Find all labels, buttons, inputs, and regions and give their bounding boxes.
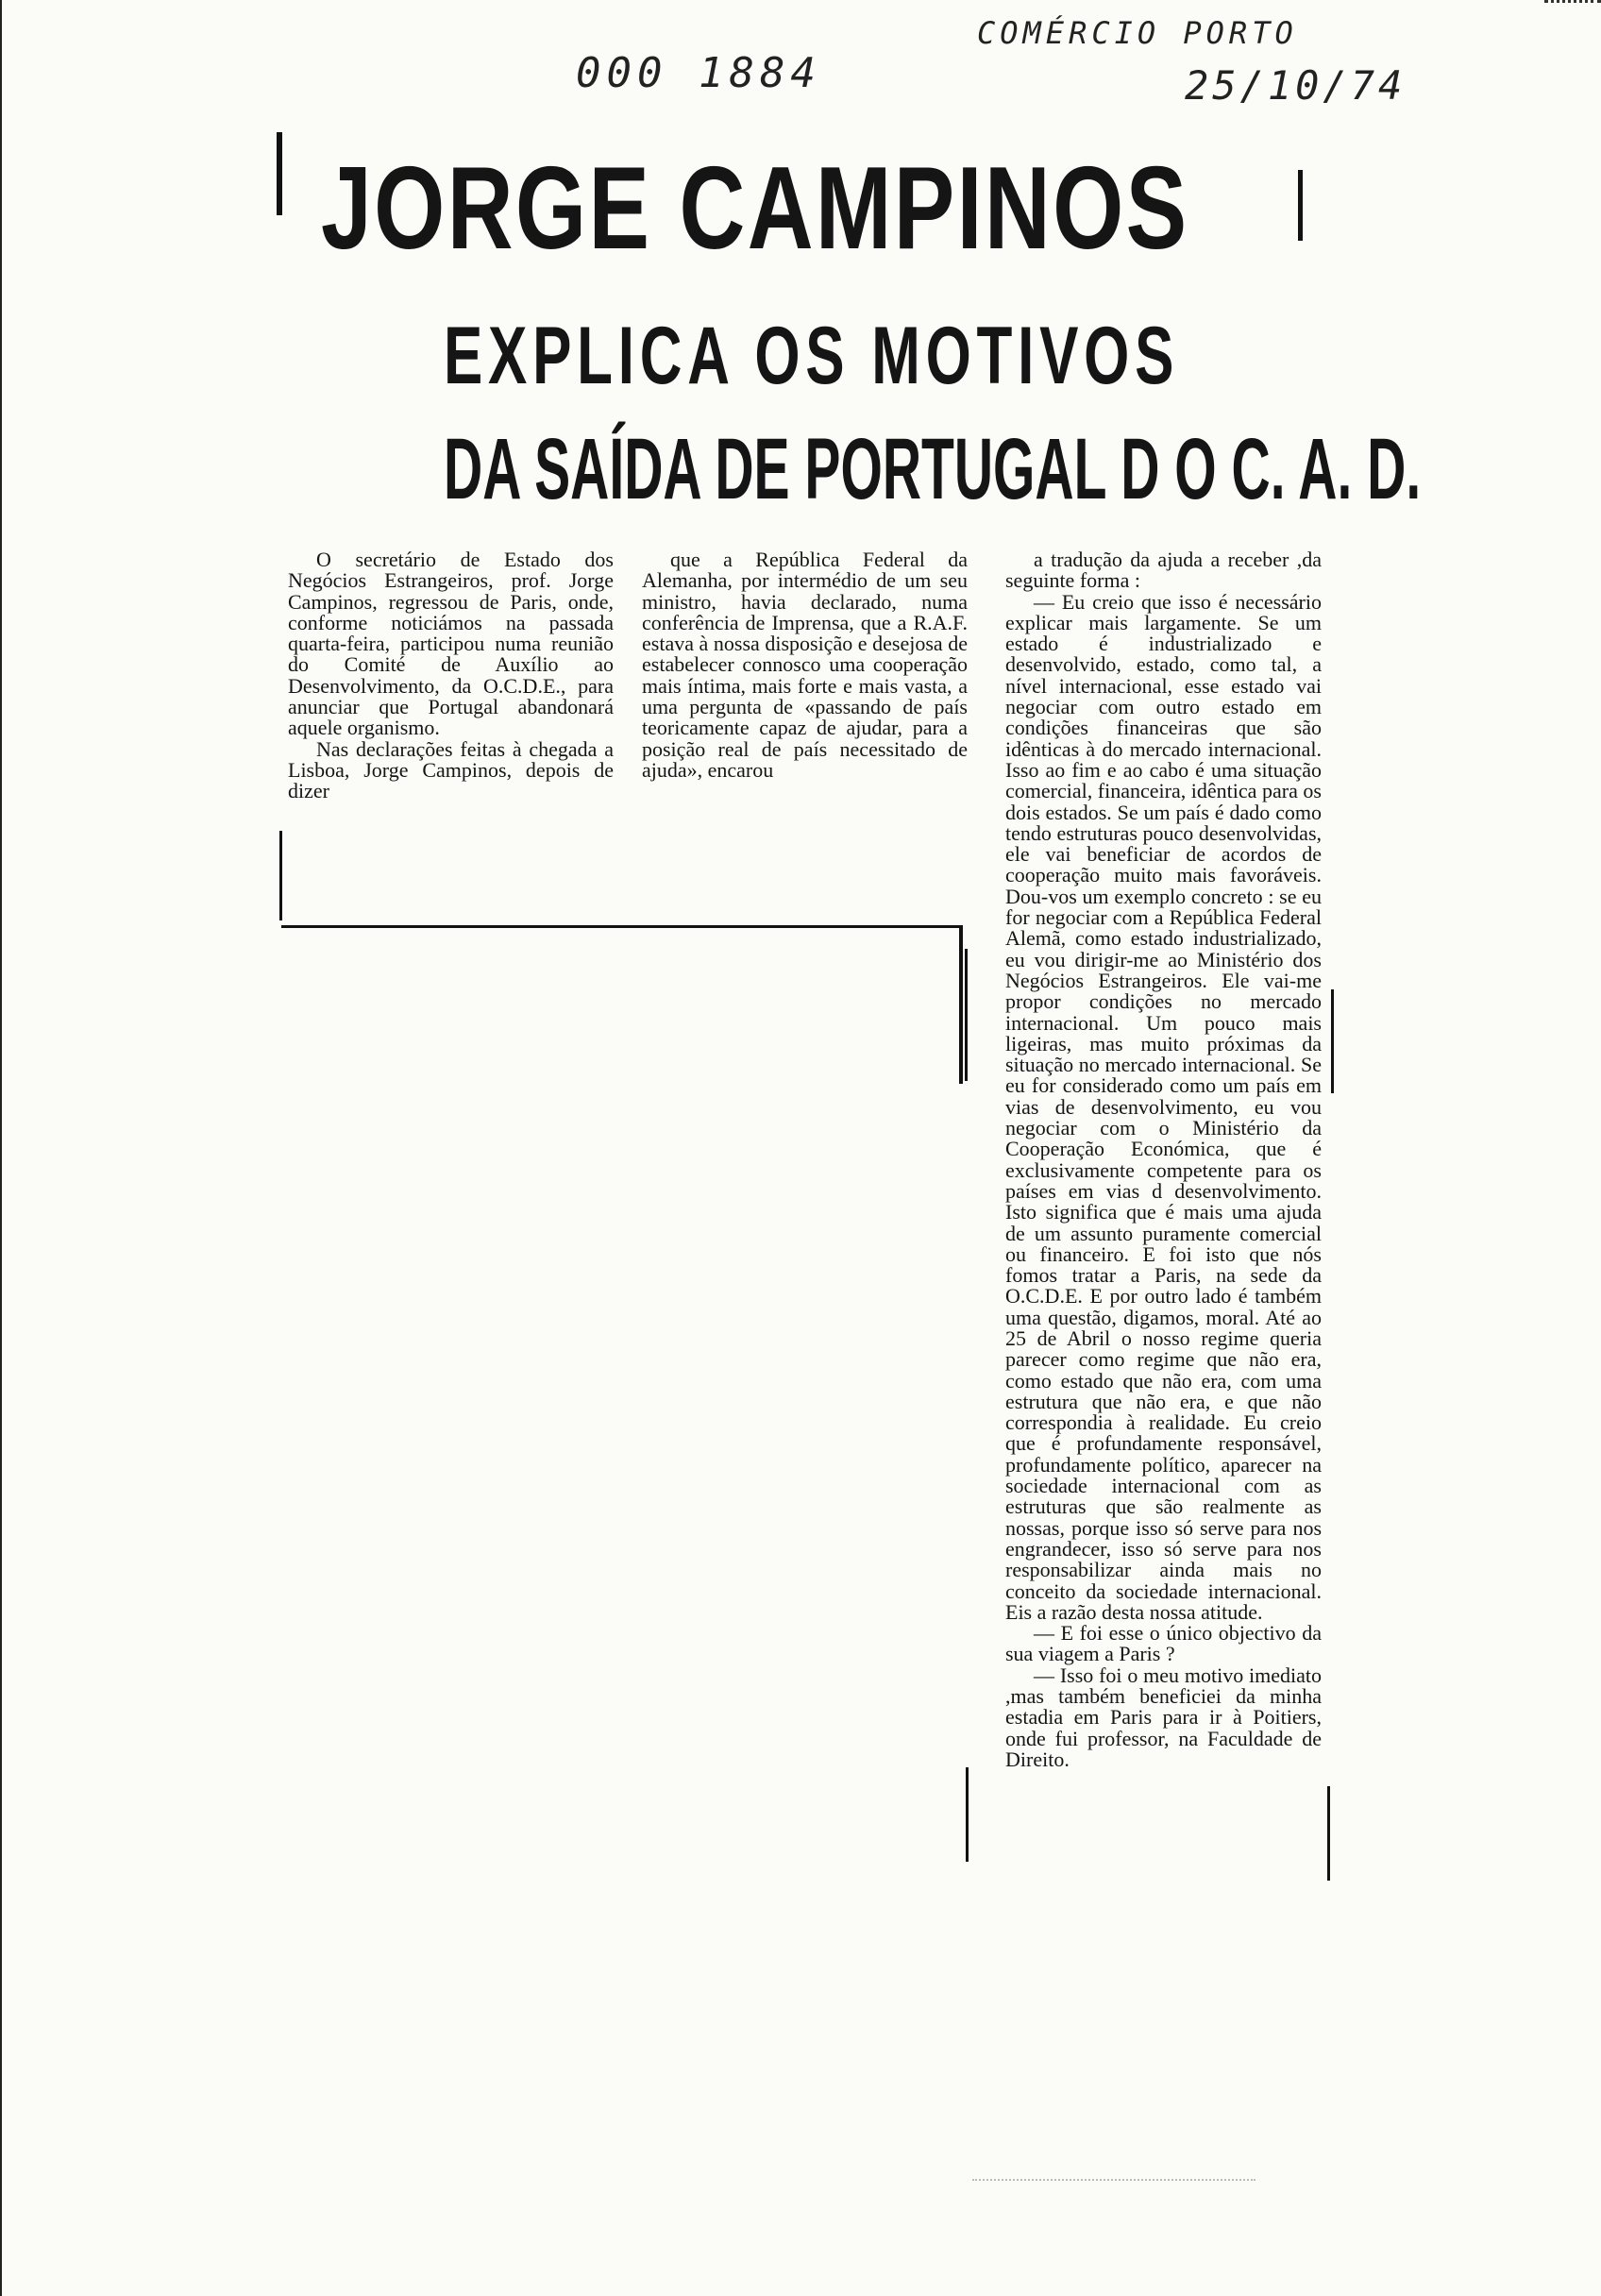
source-annotation: COMÉRCIO PORTO <box>977 15 1298 51</box>
article-column-3 <box>1005 549 1322 1770</box>
column-1-marker <box>279 831 282 920</box>
paragraph: — E foi esse o único objectivo da sua viagem a Paris ? <box>1005 1621 1322 1666</box>
date-annotation: 25/10/74 <box>1185 62 1407 109</box>
article-column-1 <box>288 549 614 802</box>
subheadline-2: DA SAÍDA DE PORTUGAL D O C. A. D. <box>444 421 1422 517</box>
subheadline-1: EXPLICA OS MOTIVOS <box>444 311 1180 401</box>
column-end-line <box>972 2179 1256 2181</box>
paragraph: — Isso foi o meu motivo imediato ,mas também beneficiei da minha estadia em Paris para ir à Poitiers, onde fui professor, na Faculdade de Direito. <box>1005 1663 1322 1771</box>
clipping-rule-vertical <box>959 925 963 1084</box>
clipping-rule-horizontal <box>281 925 959 928</box>
paragraph: — Eu creio que isso é necessário explicar mais largamente. Se um estado é industrializado e desenvolvido, estado, como tal, a nível internacional, esse estado vai negociar com outro estado em condições financeiras que são idênticas à do mercado internacional. Isso ao fim e ao cabo é uma situação comercial, financeira, idêntica para os dois estados. Se um país é dado como tendo estruturas pouco desenvolvidas, ele vai beneficiar de acordos de cooperação muito mais favoráveis. Dou-vos um exemplo concreto : se eu for negociar com a República Federal Alemã, como estado industrializado, eu vou dirigir-me ao Ministério dos Negócios Estrangeiros. Ele vai-me propor condições no mercado internacional. Um pouco mais ligeiras, mas muito próximas da situação no mercado internacional. Se eu for considerado como um país em vias de desenvolvimento, eu vou negociar com o Ministério da Cooperação Económica, que é exclusivamente competente para os países em vias d desenvolvimento. Isto significa que é mais uma ajuda de um assunto puramente comercial ou financeiro. E foi isto que nós fomos tratar a Paris, na sede da O.C.D.E. E por outro lado é também uma questão, digamos, moral. Até ao 25 de Abril o nosso regime queria parecer como regime que não era, como estado que não era, com uma estrutura que não era, e que não correspondia à realidade. Eu creio que é profundamente responsável, profundamente político, aparecer na sociedade internacional com as estruturas que são realmente as nossas, porque isso só serve para nos engrandecer, isso só serve para nos responsabilizar ainda mais no conceito da sociedade internacional. Eis a razão desta nossa atitude. <box>1005 589 1322 1624</box>
clipping-rule-vertical-2 <box>965 949 968 1081</box>
scan-edge-mark <box>1544 0 1601 8</box>
paragraph: que a República Federal da Alemanha, por intermédio de um seu ministro, havia declarado, numa conferência de Imprensa, que a R.A.F. estava à nossa disposição e desejosa de estabelecer connosco uma cooperação mais íntima, mais forte e mais vasta, a uma pergunta de «passando de país teoricamente capaz de ajudar, para a posição real de país necessitado de ajuda», encarou <box>642 548 968 782</box>
side-marker <box>1327 1786 1330 1881</box>
paragraph: Nas declarações feitas à chegada a Lisboa, Jorge Campinos, depois de dizer <box>288 736 614 803</box>
paragraph: O secretário de Estado dos Negócios Estrangeiros, prof. Jorge Campinos, regressou de Paris, onde, conforme noticiámos na passada quarta-feira, participou numa reunião do Comité de Auxílio ao Desenvolvimento, da O.C.D.E., para anunciar que Portugal abandonará aquele organismo. <box>288 548 614 740</box>
paragraph: a tradução da ajuda a receber ,da seguinte forma : <box>1005 548 1322 593</box>
side-marker <box>1331 989 1334 1093</box>
article-column-2 <box>642 549 968 781</box>
headline-rule-left <box>277 132 282 215</box>
archive-number-annotation: 000 1884 <box>576 49 821 97</box>
side-marker <box>966 1767 969 1862</box>
headline-rule-right <box>1298 170 1303 241</box>
page-edge <box>0 0 15 2296</box>
headline: JORGE CAMPINOS <box>321 144 1189 274</box>
